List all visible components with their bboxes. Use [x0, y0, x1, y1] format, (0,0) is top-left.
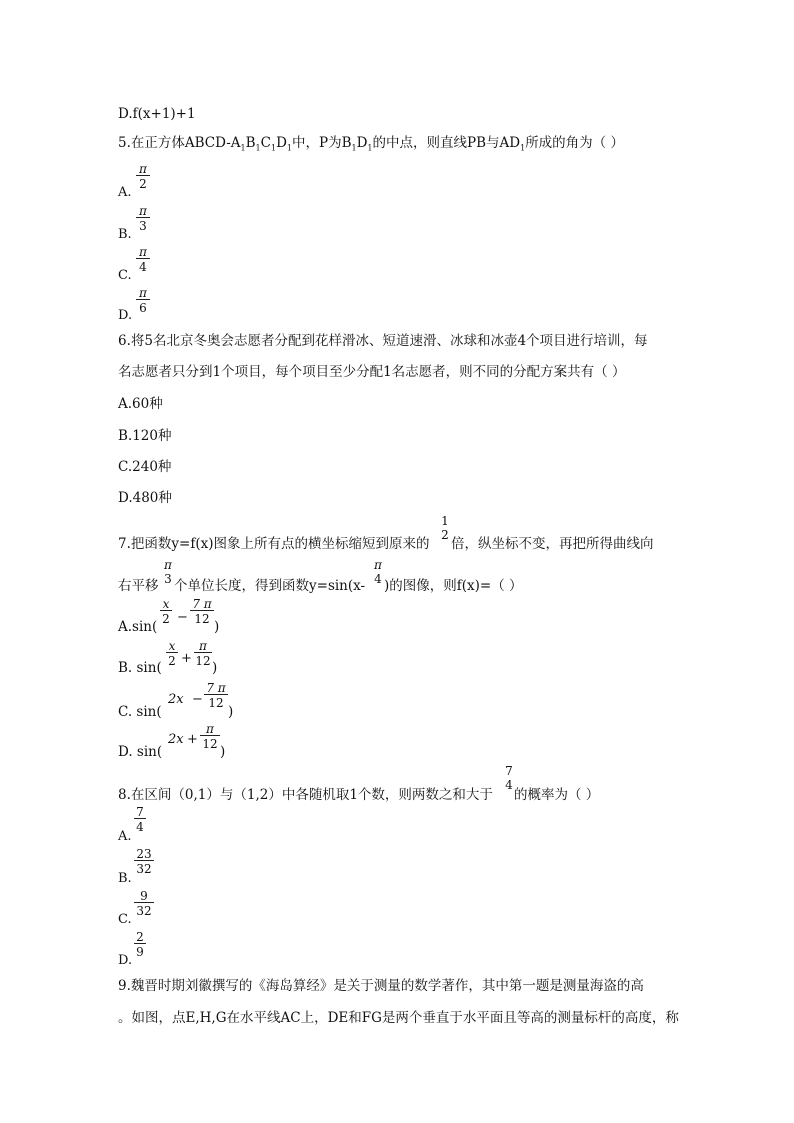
q7-stem-line1-a: 7.把函数y=f(x)图象上所有点的横坐标缩短到原来的 [118, 536, 430, 552]
term: 2x [168, 692, 184, 707]
option-close: ) [220, 744, 226, 760]
term: 2x [168, 732, 184, 747]
fraction: $\frac{\pi}{4}$ [136, 246, 150, 273]
option-label: C. [118, 912, 132, 927]
q9-stem-line1: 9.魏晋时期刘徽撰写的《海岛算经》是关于测量的数学著作，其中第一题是测量海盗的高 [118, 978, 644, 994]
fraction: $\frac{x}{2}$ [166, 640, 178, 667]
operator: − [177, 610, 188, 625]
fraction-quarter: π 4 [374, 558, 382, 586]
option-prefix: B. sin( [118, 660, 162, 676]
q6-option-d: D.480种 [118, 490, 172, 506]
q5-stem: 5.在正方体ABCD-$A_1B_1C_1D_1$中，P为$B_1D_1$的中点，则直线PB与$AD_1$所成的角为（ ） [118, 135, 624, 153]
q6-option-b: B.120种 [118, 428, 172, 444]
fraction-seven-quarters: 7 4 [505, 764, 513, 792]
option-label: D. [118, 308, 133, 323]
q8-stem-b: 的概率为（ ） [514, 787, 600, 803]
option-close: ) [214, 619, 220, 635]
fraction: $\frac{\pi}{2}$ [136, 163, 150, 190]
q7-stem-line2-c: )的图像，则f(x)=（ ） [384, 578, 523, 594]
fraction: $\frac{23}{32}$ [134, 848, 154, 875]
q4-option-d: D.f(x+1)+1 [118, 106, 196, 122]
q6-option-c: C.240种 [118, 459, 172, 475]
fraction: $\frac{9}{32}$ [134, 890, 154, 917]
fraction: $\frac{x}{2}$ [160, 598, 172, 625]
option-prefix: A.sin( [118, 619, 158, 635]
fraction: $\frac{\pi}{12}$ [195, 639, 211, 668]
option-prefix: D. sin( [118, 744, 163, 760]
q7-stem-line1-b: 倍，纵坐标不变，再把所得曲线向 [451, 536, 654, 552]
fraction: $\frac{2}{9}$ [134, 931, 146, 958]
fraction: $\frac{7 \pi}{12}$ [204, 682, 228, 709]
option-label: D. [118, 953, 133, 968]
operator: + [187, 732, 198, 747]
fraction: $\frac{\pi}{6}$ [136, 287, 150, 314]
fraction: $\frac{\pi}{3}$ [136, 205, 150, 232]
fraction-shift: π 3 [164, 558, 172, 586]
option-label: C. [118, 268, 132, 283]
q6-option-a: A.60种 [118, 396, 163, 412]
q6-stem-line2: 名志愿者只分到1个项目，每个项目至少分配1名志愿者，则不同的分配方案共有（ ） [118, 364, 626, 380]
operator: − [192, 692, 203, 707]
option-close: ) [228, 704, 234, 720]
option-label: A. [118, 829, 132, 844]
option-label: B. [118, 227, 132, 242]
fraction: $\frac{7 \pi}{12}$ [190, 598, 214, 625]
fraction: $\frac{\pi}{12}$ [200, 723, 220, 750]
fraction-half: 1 2 [441, 514, 449, 542]
q7-stem-line2-b: 个单位长度，得到函数y=sin(x- [174, 578, 366, 594]
option-label: B. [118, 871, 132, 886]
q9-stem-line2: 。如图，点E,H,G在水平线AC上，DE和FG是两个垂直于水平面且等高的测量标杆的高度，称 [118, 1010, 679, 1026]
option-close: ) [212, 660, 218, 676]
q7-stem-line2-a: 右平移 [118, 578, 159, 594]
option-prefix: C. sin( [118, 704, 162, 720]
q6-stem-line1: 6.将5名北京冬奥会志愿者分配到花样滑冰、短道速滑、冰球和冰壶4个项目进行培训，每 [118, 333, 648, 349]
option-label: A. [118, 185, 132, 200]
fraction: $\frac{7}{4}$ [134, 806, 146, 833]
q8-stem-a: 8.在区间（0,1）与（1,2）中各随机取1个数，则两数之和大于 [118, 787, 493, 803]
operator: + [181, 651, 192, 666]
